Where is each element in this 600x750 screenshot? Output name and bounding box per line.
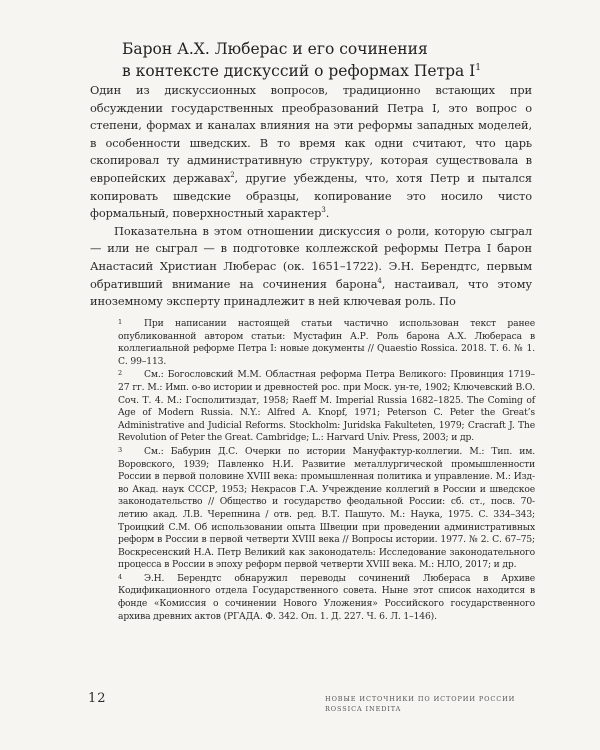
footnote-number: 4 bbox=[118, 572, 122, 581]
footnote bbox=[118, 446, 535, 572]
paragraph-2-text-b: , настаивал, что этому иноземному эксперту принадлежит в ней ключевая роль. По bbox=[90, 276, 532, 309]
footnote-number: 3 bbox=[118, 445, 122, 454]
footnote-number: 2 bbox=[118, 369, 122, 378]
footnote bbox=[118, 369, 535, 445]
title-line-2 bbox=[122, 59, 542, 81]
running-head bbox=[325, 694, 543, 714]
title-line-2-text: в контексте дискуссий о реформах Петра I bbox=[122, 62, 476, 81]
footnote-text: Э.Н. Берендтс обнаружил переводы сочинений Любераса в Архиве Кодификационного отдела Государственного совета. Ныне этот список находится в фонде «Комиссия о сочинении Нового Уложения» Российского государственного архива древних актов (РГАДА. Ф. 342. Оп. 1. Д. 227. Ч. 6. Л. 1–146). bbox=[118, 572, 535, 622]
running-head-line-1: НОВЫЕ ИСТОЧНИКИ ПО ИСТОРИИ РОССИИ bbox=[325, 695, 516, 703]
paragraph-1-end: . bbox=[325, 206, 330, 221]
running-head-line-2: ROSSICA INEDITA bbox=[325, 705, 402, 713]
paragraph-2-text-a: Показательна в этом отношении дискуссия о роли, которую сыграл — или не сыграл — в подготовке коллежской реформы Петра I барон Анастасий Христиан Люберас (ок. 1651–1722). Э.Н. Берендтс, первым обративший внимание на сочинения барона bbox=[90, 223, 532, 291]
footnote-text: См.: Богословский М.М. Областная реформа Петра Великого: Провинция 1719–27 гг. М.: Имп. о-во истории и древностей рос. при Моск. ун-те, 1902; Ключевский В.О. Соч. Т. 4. М.: Госполитиздат, 1958; Raeff M. Imperial Russia 1682–1825. The Coming of Age of Modern Russia. N.Y.: Alfred A. Knopf, 1971; Peterson C. Peter the Great’s Administrative and Judicial Reforms. Stockholm: Juridska Fakulteten, 1979; Cracraft J. The Revolution of Peter the Great. Cambridge; L.: Harvard Univ. Press, 2003; и др. bbox=[118, 369, 535, 444]
article-body bbox=[90, 82, 532, 311]
footnote-ref-4[interactable]: 4 bbox=[377, 276, 382, 285]
footnote-text: При написании настоящей статьи частично использован текст ранее опубликованной автором статьи: Мустафин А.Р. Роль барона А.Х. Любераса в коллегиальной реформе Петра I: новые документы // Quaestio Rossica. 2018. Т. 6. № 1. С. 99–113. bbox=[118, 318, 535, 367]
page-number: 12 bbox=[88, 691, 107, 706]
paragraph-2 bbox=[90, 223, 532, 311]
paragraph-1 bbox=[90, 82, 532, 223]
footnote-ref-2[interactable]: 2 bbox=[230, 171, 235, 180]
footnote-text: См.: Бабурин Д.С. Очерки по истории Мануфактур-коллегии. М.: Тип. им. Воровского, 1939; Павленко Н.И. Развитие металлургической промышленности России в первой половине XVIII века: промышленная политика и управление. М.: Изд-во Акад. наук СССР, 1953; Некрасов Г.А. Учреждение коллегий в России и шведское законодательство // Общество и государство феодальной России: сб. ст., посв. 70-летию акад. Л.В. Черепнина / отв. ред. В.Т. Пашуто. М.: Наука, 1975. С. 334–343; Троицкий С.М. Об использовании опыта Швеции при проведении административных реформ в России в первой четверти XVIII века // Вопросы истории. 1977. № 2. С. 67–75; Воскресенский Н.А. Петр Великий как законодатель: Исследование законодательного процесса в России в эпоху реформ первой четверти XVIII века. М.: НЛО, 2017; и др. bbox=[118, 445, 535, 571]
paragraph-1-text-a: Один из дискуссионных вопросов, традиционно встающих при обсуждении государственных преобразований Петра I, это вопрос о степени, формах и каналах влияния на эти реформы западных моделей, в особенности шведских. В то время как одни считают, что царь скопировал ту административную структуру, которая существовала в европейских державах bbox=[90, 83, 532, 185]
paragraph-1-text-b: , другие убеждены, что, хотя Петр и пытался копировать шведские образцы, копирование это носило чисто формальный, поверхностный характер bbox=[90, 170, 532, 221]
title-line-1: Барон А.Х. Люберас и его сочинения bbox=[122, 40, 428, 58]
footnote bbox=[118, 318, 535, 368]
footnote bbox=[118, 573, 535, 623]
footnote-number: 1 bbox=[118, 318, 122, 326]
footnote-ref-3[interactable]: 3 bbox=[321, 206, 326, 215]
article-title bbox=[122, 40, 542, 81]
footnotes bbox=[118, 318, 535, 624]
title-note-ref[interactable]: 1 bbox=[475, 63, 482, 73]
